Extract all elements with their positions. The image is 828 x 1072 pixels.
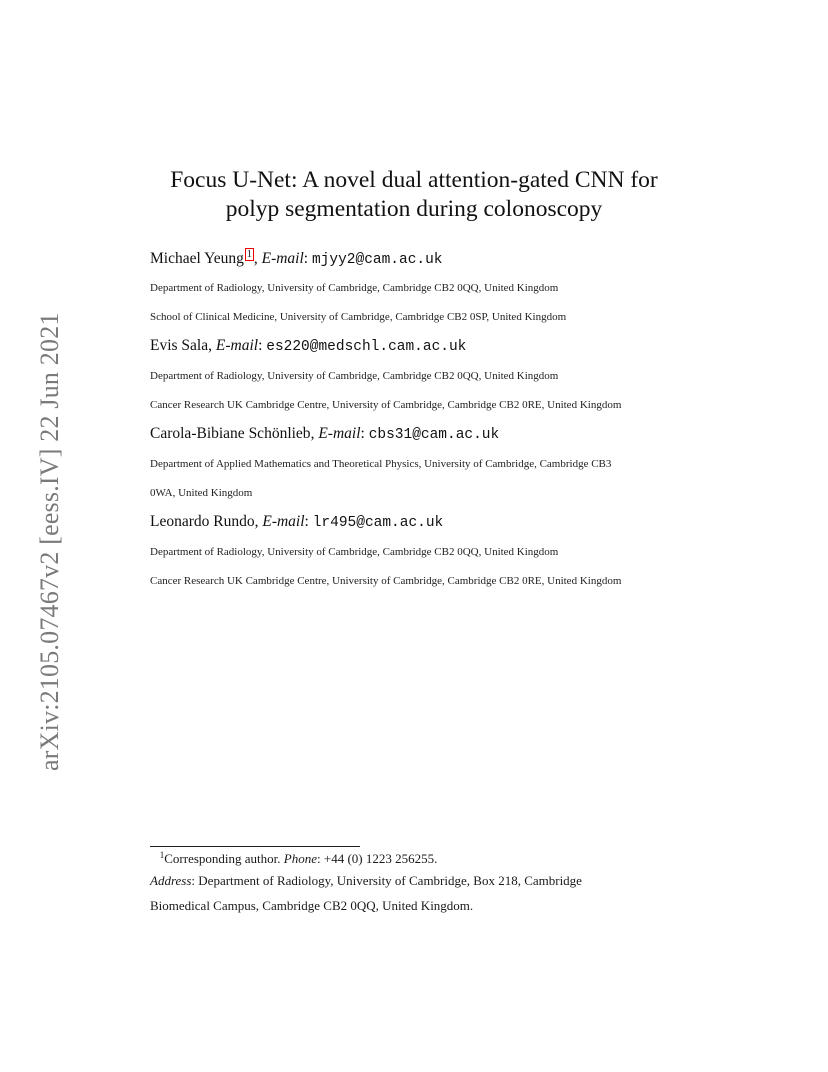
author-evis-sala: Evis Sala, E-mail: es220@medschl.cam.ac.uk <box>150 337 467 355</box>
author-michael-yeung: Michael Yeung 1 , E-mail: mjyy2@cam.ac.uk <box>150 249 443 268</box>
author-email[interactable]: cbs31@cam.ac.uk <box>368 427 500 443</box>
footnote-address: Address: Department of Radiology, University of Cambridge, Box 218, Cambridge <box>150 873 582 888</box>
author-name: Evis Sala <box>150 337 209 354</box>
paper-title <box>0 166 828 224</box>
author-carola-bibiane-schonlieb: Carola-Bibiane Schönlieb, E-mail: cbs31@cam.ac.uk <box>150 425 500 443</box>
affiliation: Department of Applied Mathematics and Theoretical Physics, University of Cambridge, Cambridge CB3 <box>150 458 612 470</box>
author-name: Carola-Bibiane Schönlieb <box>150 425 311 442</box>
title-line-1: Focus U-Net: A novel dual attention-gated CNN for <box>170 167 658 193</box>
footnote-link[interactable]: 1 <box>246 249 252 260</box>
address-line-1: Department of Radiology, University of Cambridge, Box 218, Cambridge <box>198 873 582 888</box>
author-name: Leonardo Rundo <box>150 513 255 530</box>
author-email[interactable]: mjyy2@cam.ac.uk <box>311 252 443 268</box>
affiliation: Cancer Research UK Cambridge Centre, University of Cambridge, Cambridge CB2 0RE, United Kingdom <box>150 575 622 587</box>
phone-number: +44 (0) 1223 256255. <box>323 851 438 866</box>
affiliation: Department of Radiology, University of Cambridge, Cambridge CB2 0QQ, United Kingdom <box>150 370 559 382</box>
email-label: E-mail <box>215 337 259 354</box>
email-label: E-mail <box>318 425 361 442</box>
affiliation: 0WA, United Kingdom <box>150 487 253 499</box>
footnote-corresponding: $^1$Corresponding author. Phone: +44 (0) 1223 256255. <box>159 850 438 866</box>
affiliation: School of Clinical Medicine, University of Cambridge, Cambridge CB2 0SP, United Kingdom <box>150 311 567 323</box>
footnote-mark: 1 <box>159 850 165 860</box>
address-label: Address <box>150 873 192 888</box>
email-label: E-mail <box>261 250 304 267</box>
title-line-2: polyp segmentation during colonoscopy <box>225 196 603 222</box>
affiliation: Department of Radiology, University of Cambridge, Cambridge CB2 0QQ, United Kingdom <box>150 282 559 294</box>
footnote-address-cont <box>150 893 676 918</box>
author-leonardo-rundo: Leonardo Rundo, E-mail: lr495@cam.ac.uk <box>150 513 444 531</box>
author-email[interactable]: es220@medschl.cam.ac.uk <box>266 339 467 355</box>
affiliation: Department of Radiology, University of Cambridge, Cambridge CB2 0QQ, United Kingdom <box>150 546 559 558</box>
author-name: Michael Yeung <box>150 250 244 267</box>
arxiv-identifier: arXiv:2105.07467v2 [eess.IV] 22 Jun 2021 <box>35 312 64 771</box>
author-email[interactable]: lr495@cam.ac.uk <box>312 515 444 531</box>
footnote-corresponding-text: Corresponding author. <box>164 851 281 866</box>
address-line-2: Biomedical Campus, Cambridge CB2 0QQ, United Kingdom. <box>150 898 474 913</box>
phone-label: Phone <box>283 851 317 866</box>
affiliation: Cancer Research UK Cambridge Centre, University of Cambridge, Cambridge CB2 0RE, United Kingdom <box>150 399 622 411</box>
email-label: E-mail <box>262 513 305 530</box>
